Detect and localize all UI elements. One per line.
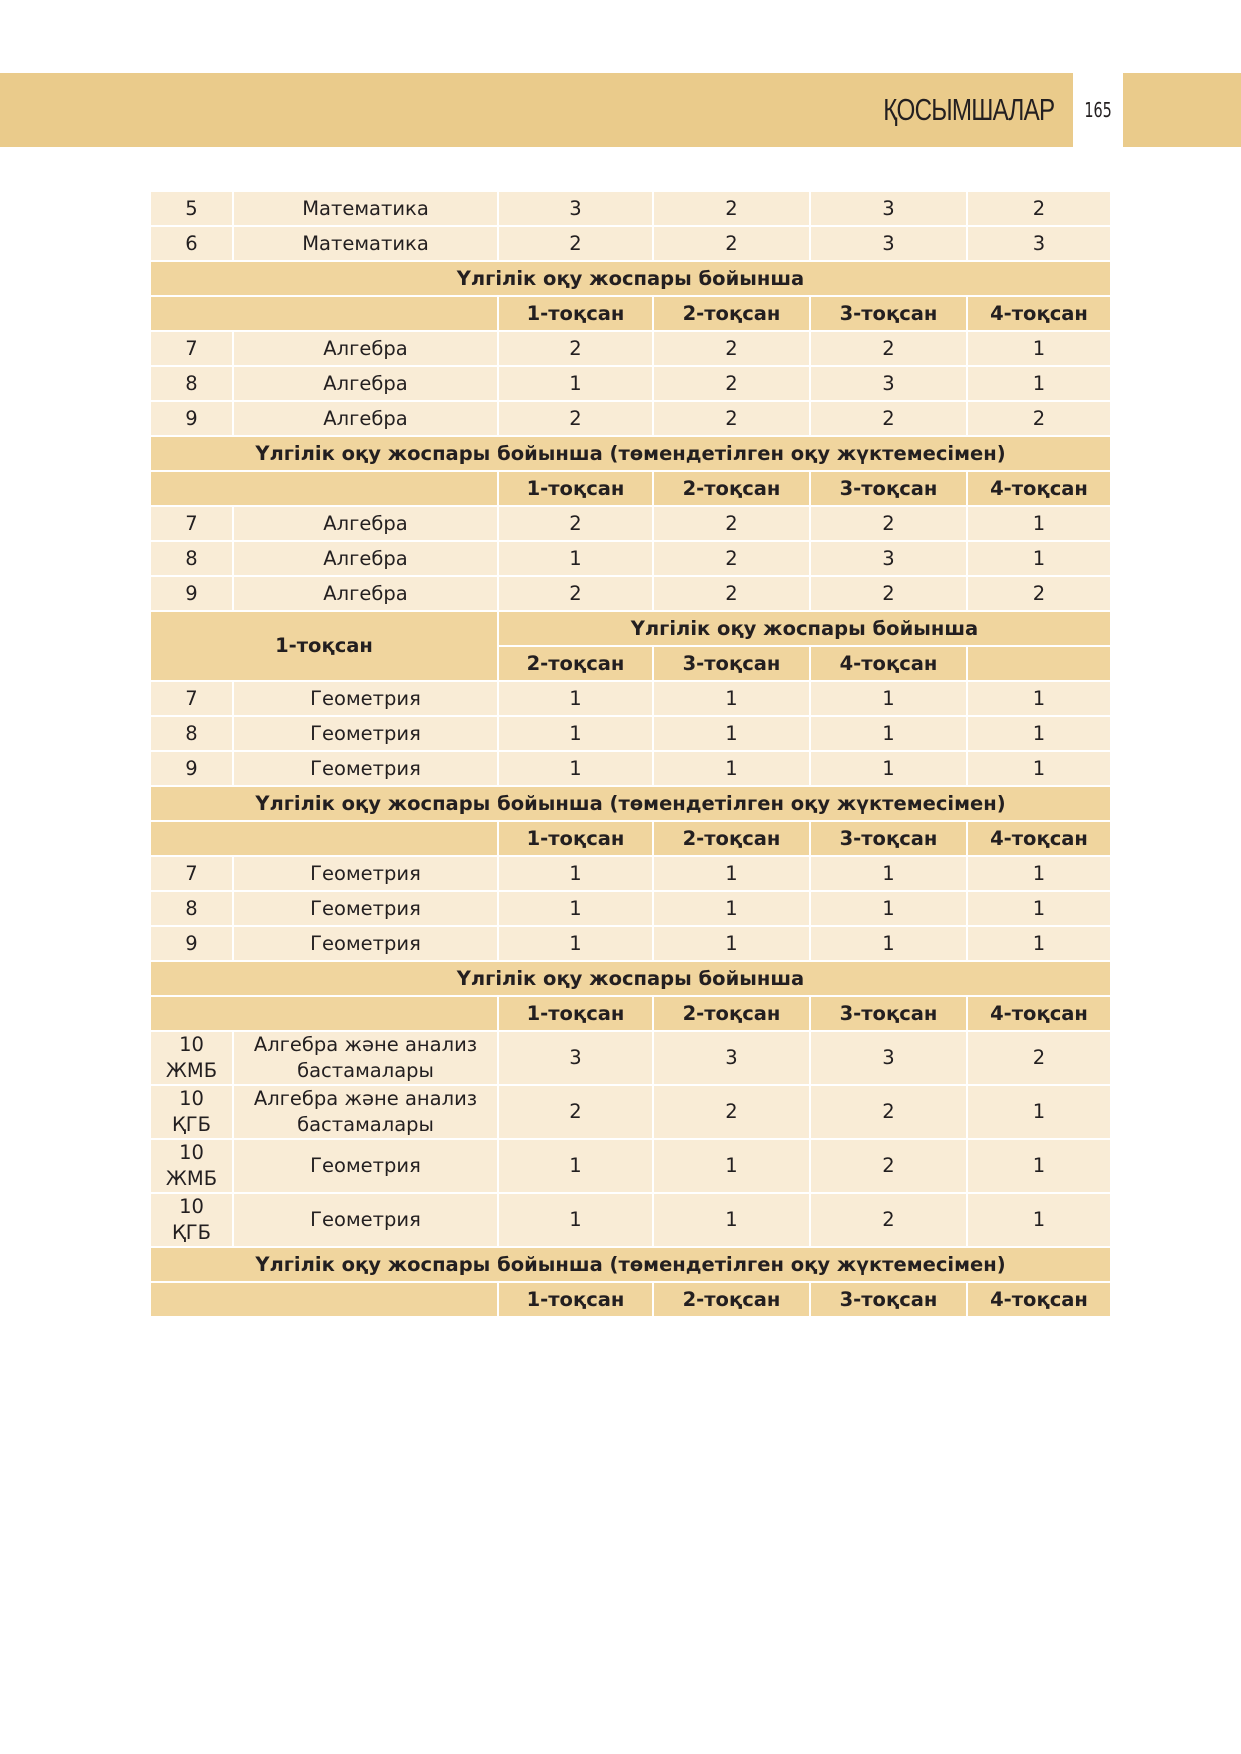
quarter-header-row: [150, 471, 1111, 506]
subject-cell: Геометрия: [233, 1193, 498, 1247]
q2-cell: 2: [653, 226, 810, 261]
subject-cell: Геометрия: [233, 1139, 498, 1193]
table-row: [150, 856, 1111, 891]
section-caption-row: [150, 786, 1111, 821]
section-caption-row: [150, 611, 1111, 646]
section-caption: Үлгілік оқу жоспары бойынша (төмендетілген оқу жүктемесімен): [150, 436, 1111, 471]
table-row: [150, 681, 1111, 716]
subject-line-1: Алгебра және анализ: [253, 1087, 478, 1110]
subject-cell: [233, 1085, 498, 1139]
quarter-header: 3-тоқсан: [653, 646, 810, 681]
q1-cell: 1: [498, 541, 653, 576]
q3-cell: 2: [810, 401, 967, 436]
table-row: [150, 541, 1111, 576]
quarter-header: 2-тоқсан: [653, 821, 810, 856]
q1-cell: 1: [498, 1139, 653, 1193]
q2-cell: 2: [653, 366, 810, 401]
grade-cell: 9: [150, 751, 233, 786]
q3-cell: 3: [810, 226, 967, 261]
q2-cell: 2: [653, 541, 810, 576]
q3-cell: 2: [810, 1193, 967, 1247]
quarter-header: 1-тоқсан: [498, 296, 653, 331]
grade-number: 10: [179, 1087, 204, 1110]
table-row: [150, 891, 1111, 926]
subject-cell: Алгебра: [233, 366, 498, 401]
table-row: [150, 1139, 1111, 1193]
section-caption-row: [150, 961, 1111, 996]
section-caption-row: [150, 1247, 1111, 1282]
grade-cell: 9: [150, 926, 233, 961]
table-row: [150, 576, 1111, 611]
q3-cell: 1: [810, 926, 967, 961]
quarter-header: 4-тоқсан: [967, 821, 1111, 856]
q1-cell: 2: [498, 226, 653, 261]
q3-cell: 1: [810, 856, 967, 891]
quarter-header-row: [150, 296, 1111, 331]
q4-cell: 1: [967, 541, 1111, 576]
table-row: [150, 716, 1111, 751]
quarter-header: 2-тоқсан: [653, 1282, 810, 1317]
q4-cell: 3: [967, 226, 1111, 261]
table-row: [150, 1193, 1111, 1247]
blank-header-cell: [150, 471, 498, 506]
quarter-header: 1-тоқсан: [498, 821, 653, 856]
subject-line-2: бастамалары: [297, 1059, 434, 1082]
subject-cell: Геометрия: [233, 926, 498, 961]
q4-cell: 1: [967, 891, 1111, 926]
q3-cell: 3: [810, 541, 967, 576]
q2-cell: 1: [653, 1139, 810, 1193]
grade-cell: 8: [150, 716, 233, 751]
q4-cell: 1: [967, 1193, 1111, 1247]
grade-number: 10: [179, 1033, 204, 1056]
grade-cell: 5: [150, 191, 233, 226]
page-number: [1073, 73, 1123, 147]
left-header-label: 1-тоқсан: [150, 611, 498, 681]
q1-cell: 1: [498, 716, 653, 751]
q2-cell: 1: [653, 856, 810, 891]
q3-cell: 2: [810, 331, 967, 366]
subject-cell: Математика: [233, 226, 498, 261]
grade-cell: 7: [150, 681, 233, 716]
quarter-header: 4-тоқсан: [967, 471, 1111, 506]
blank-header-cell: [150, 1282, 498, 1317]
q1-cell: 1: [498, 926, 653, 961]
subject-line-2: бастамалары: [297, 1113, 434, 1136]
grade-cell: [150, 1193, 233, 1247]
subject-cell: Геометрия: [233, 751, 498, 786]
q1-cell: 1: [498, 891, 653, 926]
quarter-header: 4-тоқсан: [967, 996, 1111, 1031]
q3-cell: 3: [810, 366, 967, 401]
q1-cell: 2: [498, 506, 653, 541]
subject-cell: Геометрия: [233, 891, 498, 926]
q2-cell: 1: [653, 926, 810, 961]
subject-cell: [233, 1031, 498, 1085]
q1-cell: 1: [498, 856, 653, 891]
q3-cell: 1: [810, 891, 967, 926]
quarter-header: 4-тоқсан: [810, 646, 967, 681]
section-caption: Үлгілік оқу жоспары бойынша: [498, 611, 1111, 646]
q4-cell: 2: [967, 191, 1111, 226]
q3-cell: 3: [810, 191, 967, 226]
section-caption: Үлгілік оқу жоспары бойынша (төмендетілген оқу жүктемесімен): [150, 1247, 1111, 1282]
quarter-header: 2-тоқсан: [653, 996, 810, 1031]
q1-cell: 2: [498, 401, 653, 436]
q2-cell: 3: [653, 1031, 810, 1085]
section-caption: Үлгілік оқу жоспары бойынша: [150, 261, 1111, 296]
q1-cell: 1: [498, 751, 653, 786]
q2-cell: 2: [653, 401, 810, 436]
table-row: [150, 191, 1111, 226]
q2-cell: 2: [653, 1085, 810, 1139]
q4-cell: 1: [967, 1139, 1111, 1193]
quarter-header: 4-тоқсан: [967, 1282, 1111, 1317]
q3-cell: 3: [810, 1031, 967, 1085]
q2-cell: 1: [653, 751, 810, 786]
q4-cell: 2: [967, 576, 1111, 611]
quarter-header: [967, 646, 1111, 681]
table-row: [150, 331, 1111, 366]
q3-cell: 2: [810, 576, 967, 611]
grade-number: 10: [179, 1195, 204, 1218]
quarter-header-row: [150, 996, 1111, 1031]
q4-cell: 1: [967, 331, 1111, 366]
grade-cell: [150, 1139, 233, 1193]
table-row: [150, 926, 1111, 961]
quarter-header: 3-тоқсан: [810, 821, 967, 856]
subject-cell: Алгебра: [233, 541, 498, 576]
q2-cell: 1: [653, 716, 810, 751]
q4-cell: 1: [967, 366, 1111, 401]
quarter-header: 2-тоқсан: [653, 471, 810, 506]
curriculum-hours-table: [149, 190, 1112, 1318]
q2-cell: 1: [653, 891, 810, 926]
grade-cell: [150, 1031, 233, 1085]
subject-cell: Геометрия: [233, 716, 498, 751]
q3-cell: 1: [810, 716, 967, 751]
section-caption-row: [150, 436, 1111, 471]
q1-cell: 1: [498, 1193, 653, 1247]
grade-cell: [150, 1085, 233, 1139]
q2-cell: 2: [653, 576, 810, 611]
quarter-header: 2-тоқсан: [498, 646, 653, 681]
subject-cell: Алгебра: [233, 506, 498, 541]
q3-cell: 2: [810, 1085, 967, 1139]
grade-cell: 7: [150, 331, 233, 366]
quarter-header: 3-тоқсан: [810, 471, 967, 506]
table-row: [150, 1031, 1111, 1085]
table-row: [150, 226, 1111, 261]
q4-cell: 1: [967, 856, 1111, 891]
q3-cell: 1: [810, 751, 967, 786]
q1-cell: 3: [498, 1031, 653, 1085]
quarter-header: 2-тоқсан: [653, 296, 810, 331]
q3-cell: 2: [810, 506, 967, 541]
q4-cell: 2: [967, 1031, 1111, 1085]
q3-cell: 1: [810, 681, 967, 716]
q1-cell: 1: [498, 366, 653, 401]
q2-cell: 2: [653, 331, 810, 366]
page-number-text: 165: [1084, 98, 1112, 122]
subject-cell: Математика: [233, 191, 498, 226]
q4-cell: 1: [967, 681, 1111, 716]
q2-cell: 1: [653, 1193, 810, 1247]
table-row: [150, 506, 1111, 541]
q3-cell: 2: [810, 1139, 967, 1193]
q1-cell: 3: [498, 191, 653, 226]
section-title: ҚОСЫМШАЛАР: [882, 92, 1054, 127]
blank-header-cell: [150, 296, 498, 331]
q1-cell: 2: [498, 1085, 653, 1139]
section-caption: Үлгілік оқу жоспары бойынша: [150, 961, 1111, 996]
subject-cell: Геометрия: [233, 856, 498, 891]
q4-cell: 1: [967, 926, 1111, 961]
q4-cell: 1: [967, 716, 1111, 751]
grade-stream: ҚГБ: [171, 1113, 212, 1136]
table-row: [150, 751, 1111, 786]
quarter-header: 1-тоқсан: [498, 471, 653, 506]
section-caption-row: [150, 261, 1111, 296]
q1-cell: 2: [498, 331, 653, 366]
subject-line-1: Алгебра және анализ: [253, 1033, 478, 1056]
grade-cell: 7: [150, 856, 233, 891]
q2-cell: 2: [653, 506, 810, 541]
quarter-header: 1-тоқсан: [498, 996, 653, 1031]
blank-header-cell: [150, 996, 498, 1031]
grade-number: 10: [179, 1141, 204, 1164]
table-row: [150, 366, 1111, 401]
q4-cell: 1: [967, 506, 1111, 541]
quarter-header-row: [150, 821, 1111, 856]
subject-cell: Алгебра: [233, 576, 498, 611]
q1-cell: 2: [498, 576, 653, 611]
quarter-header: 3-тоқсан: [810, 296, 967, 331]
quarter-header: 4-тоқсан: [967, 296, 1111, 331]
subject-cell: Алгебра: [233, 331, 498, 366]
grade-cell: 6: [150, 226, 233, 261]
grade-stream: ЖМБ: [165, 1167, 218, 1190]
grade-cell: 8: [150, 891, 233, 926]
header-band: [0, 73, 1241, 147]
subject-cell: Геометрия: [233, 681, 498, 716]
grade-cell: 9: [150, 576, 233, 611]
quarter-header: 3-тоқсан: [810, 1282, 967, 1317]
grade-cell: 7: [150, 506, 233, 541]
q2-cell: 2: [653, 191, 810, 226]
table-row: [150, 1085, 1111, 1139]
grade-stream: ҚГБ: [171, 1221, 212, 1244]
q4-cell: 1: [967, 1085, 1111, 1139]
table-row: [150, 401, 1111, 436]
quarter-header-row: [150, 1282, 1111, 1317]
quarter-header: 3-тоқсан: [810, 996, 967, 1031]
q4-cell: 1: [967, 751, 1111, 786]
blank-header-cell: [150, 821, 498, 856]
grade-cell: 8: [150, 541, 233, 576]
q1-cell: 1: [498, 681, 653, 716]
grade-cell: 9: [150, 401, 233, 436]
subject-cell: Алгебра: [233, 401, 498, 436]
q4-cell: 2: [967, 401, 1111, 436]
section-caption: Үлгілік оқу жоспары бойынша (төмендетілген оқу жүктемесімен): [150, 786, 1111, 821]
grade-stream: ЖМБ: [165, 1059, 218, 1082]
quarter-header: 1-тоқсан: [498, 1282, 653, 1317]
q2-cell: 1: [653, 681, 810, 716]
grade-cell: 8: [150, 366, 233, 401]
